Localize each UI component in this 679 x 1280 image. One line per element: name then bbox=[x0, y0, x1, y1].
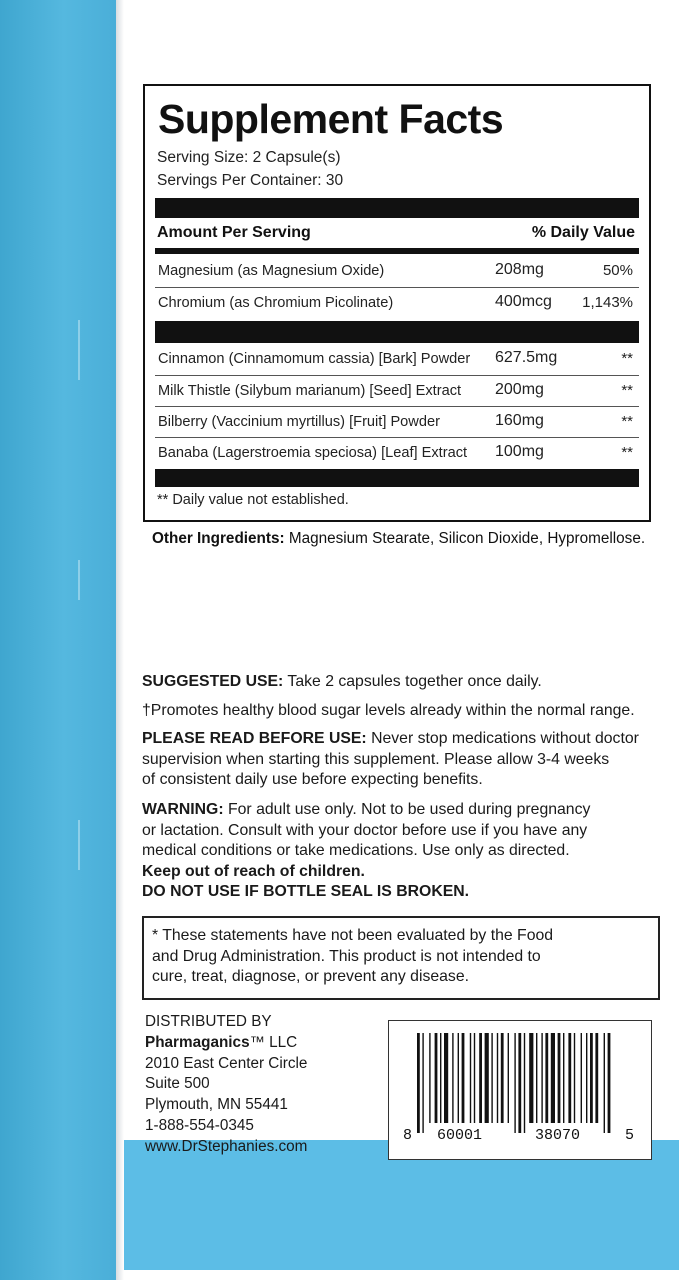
other-ingredients-label: Other Ingredients: bbox=[152, 530, 285, 547]
amount-per-serving-header: Amount Per Serving bbox=[157, 224, 311, 241]
facts-medium-rule bbox=[155, 248, 639, 254]
barcode-bar bbox=[545, 1033, 548, 1123]
warning-line: or lactation. Consult with your doctor before use if you have any bbox=[142, 821, 588, 839]
barcode-bar bbox=[479, 1033, 482, 1123]
facts-thick-rule bbox=[155, 198, 639, 218]
barcode-bar bbox=[429, 1033, 430, 1123]
distributor-info bbox=[145, 1012, 307, 1158]
warning-section bbox=[142, 800, 662, 903]
ingredient-dv: 50% bbox=[602, 262, 633, 279]
barcode-bar bbox=[574, 1033, 575, 1123]
ingredient-name: Banaba (Lagerstroemia speciosa) [Leaf] Extract bbox=[158, 445, 468, 461]
side-divider bbox=[78, 820, 80, 870]
other-ingredients bbox=[152, 530, 645, 548]
please-read-label: PLEASE READ BEFORE USE: bbox=[142, 730, 367, 747]
please-read-line: supervision when starting this supplement. Please allow 3-4 weeks bbox=[142, 750, 610, 768]
barcode-group-left: 60001 bbox=[437, 1127, 483, 1144]
barcode-bar bbox=[474, 1033, 475, 1123]
seal-warning: DO NOT USE IF BOTTLE SEAL IS BROKEN. bbox=[142, 883, 470, 900]
website: www.DrStephanies.com bbox=[145, 1137, 308, 1155]
ingredient-dv: 1,143% bbox=[582, 294, 633, 311]
ingredient-name: Bilberry (Vaccinium myrtillus) [Fruit] Powder bbox=[158, 414, 440, 430]
company-suffix: ™ LLC bbox=[249, 1033, 298, 1051]
warning-line: For adult use only. Not to be used during pregnancy bbox=[223, 801, 591, 818]
facts-row bbox=[155, 438, 639, 469]
barcode-bar bbox=[508, 1033, 509, 1123]
barcode-bar bbox=[604, 1033, 605, 1133]
barcode bbox=[388, 1020, 652, 1160]
facts-row bbox=[155, 344, 639, 375]
promotes-text: †Promotes healthy blood sugar levels already within the normal range. bbox=[142, 702, 635, 719]
keep-out-of-reach: Keep out of reach of children. bbox=[142, 862, 365, 880]
barcode-bar bbox=[608, 1033, 611, 1133]
facts-row bbox=[155, 288, 639, 319]
barcode-bar bbox=[524, 1033, 525, 1133]
ingredient-amount: 160mg bbox=[495, 412, 544, 429]
please-read-line: of consistent daily use before expecting benefits. bbox=[142, 771, 483, 788]
barcode-bar bbox=[417, 1033, 420, 1133]
barcode-bar bbox=[529, 1033, 533, 1123]
barcode-bar bbox=[501, 1033, 504, 1123]
supplement-facts-panel bbox=[143, 84, 651, 522]
barcode-bar bbox=[581, 1033, 582, 1123]
barcode-bar bbox=[536, 1033, 537, 1123]
barcode-bar bbox=[563, 1033, 564, 1123]
barcode-bar bbox=[422, 1033, 423, 1133]
ingredient-amount: 400mcg bbox=[495, 293, 552, 310]
fda-line: cure, treat, diagnose, or prevent any disease. bbox=[152, 968, 470, 985]
barcode-bar bbox=[485, 1033, 489, 1123]
ingredient-name: Chromium (as Chromium Picolinate) bbox=[158, 295, 394, 311]
ingredient-amount: 200mg bbox=[495, 381, 544, 398]
box-edge-shadow bbox=[116, 0, 124, 1280]
side-divider bbox=[78, 560, 80, 600]
barcode-bar bbox=[586, 1033, 587, 1123]
fda-line: and Drug Administration. This product is not intended to bbox=[152, 947, 541, 965]
ingredient-amount: 100mg bbox=[495, 443, 544, 460]
company-name: Pharmaganics bbox=[145, 1033, 250, 1051]
barcode-bar bbox=[440, 1033, 441, 1123]
barcode-bar bbox=[518, 1033, 521, 1133]
ingredient-dv: ** bbox=[621, 382, 633, 399]
barcode-bar bbox=[491, 1033, 492, 1123]
servings-per-container: Servings Per Container: 30 bbox=[157, 172, 344, 189]
suggested-use-text: Take 2 capsules together once daily. bbox=[283, 673, 542, 690]
barcode-group-right: 38070 bbox=[535, 1127, 581, 1144]
ingredient-dv: ** bbox=[621, 413, 633, 430]
facts-row bbox=[155, 376, 639, 407]
barcode-bar bbox=[595, 1033, 598, 1123]
barcode-bar bbox=[514, 1033, 515, 1133]
distributed-by: DISTRIBUTED BY bbox=[145, 1013, 272, 1030]
ingredient-name: Magnesium (as Magnesium Oxide) bbox=[158, 263, 385, 279]
barcode-bar bbox=[452, 1033, 453, 1123]
barcode-bar bbox=[590, 1033, 593, 1123]
ingredient-dv: ** bbox=[621, 350, 633, 367]
barcode-bar bbox=[551, 1033, 555, 1123]
barcode-bar bbox=[435, 1033, 438, 1123]
facts-thick-rule bbox=[155, 321, 639, 343]
ingredient-name: Milk Thistle (Silybum marianum) [Seed] Extract bbox=[158, 383, 462, 399]
suggested-use bbox=[142, 672, 662, 693]
barcode-bar bbox=[462, 1033, 465, 1123]
barcode-bar bbox=[444, 1033, 448, 1123]
fda-disclaimer-box bbox=[142, 916, 660, 1000]
facts-thick-rule bbox=[155, 469, 639, 487]
barcode-digit-first: 8 bbox=[403, 1127, 413, 1144]
please-read-line: Never stop medications without doctor bbox=[366, 730, 639, 747]
barcode-bar bbox=[470, 1033, 471, 1123]
facts-title: Supplement Facts bbox=[158, 96, 504, 142]
ingredient-name: Cinnamon (Cinnamomum cassia) [Bark] Powder bbox=[158, 351, 471, 367]
daily-value-header: % Daily Value bbox=[531, 224, 635, 241]
barcode-bar bbox=[558, 1033, 561, 1123]
phone-number: 1-888-554-0345 bbox=[145, 1116, 254, 1134]
barcode-bar bbox=[458, 1033, 459, 1123]
daily-value-footnote: ** Daily value not established. bbox=[157, 492, 349, 508]
side-divider bbox=[78, 320, 80, 380]
ingredient-dv: ** bbox=[621, 444, 633, 461]
serving-size: Serving Size: 2 Capsule(s) bbox=[157, 149, 341, 166]
address-line: 2010 East Center Circle bbox=[145, 1054, 308, 1072]
barcode-bar bbox=[568, 1033, 571, 1123]
other-ingredients-text: Magnesium Stearate, Silicon Dioxide, Hypromellose. bbox=[284, 530, 646, 547]
facts-row bbox=[155, 407, 639, 438]
barcode-bar bbox=[497, 1033, 498, 1123]
address-line: Suite 500 bbox=[145, 1075, 210, 1093]
warning-label: WARNING: bbox=[142, 801, 224, 818]
barcode-bars bbox=[389, 1021, 650, 1158]
suggested-use-label: SUGGESTED USE: bbox=[142, 673, 284, 690]
city-line: Plymouth, MN 55441 bbox=[145, 1096, 288, 1114]
ingredient-amount: 627.5mg bbox=[495, 349, 558, 366]
warning-line: medical conditions or take medications. Use only as directed. bbox=[142, 842, 570, 859]
barcode-digit-last: 5 bbox=[625, 1127, 635, 1144]
box-side-panel bbox=[0, 0, 116, 1280]
fda-line: * These statements have not been evaluated by the Food bbox=[152, 927, 554, 944]
ingredient-amount: 208mg bbox=[495, 261, 544, 278]
please-read-section bbox=[142, 729, 662, 791]
promotes-claim bbox=[142, 701, 662, 722]
barcode-bar bbox=[541, 1033, 542, 1123]
facts-row bbox=[155, 256, 639, 287]
